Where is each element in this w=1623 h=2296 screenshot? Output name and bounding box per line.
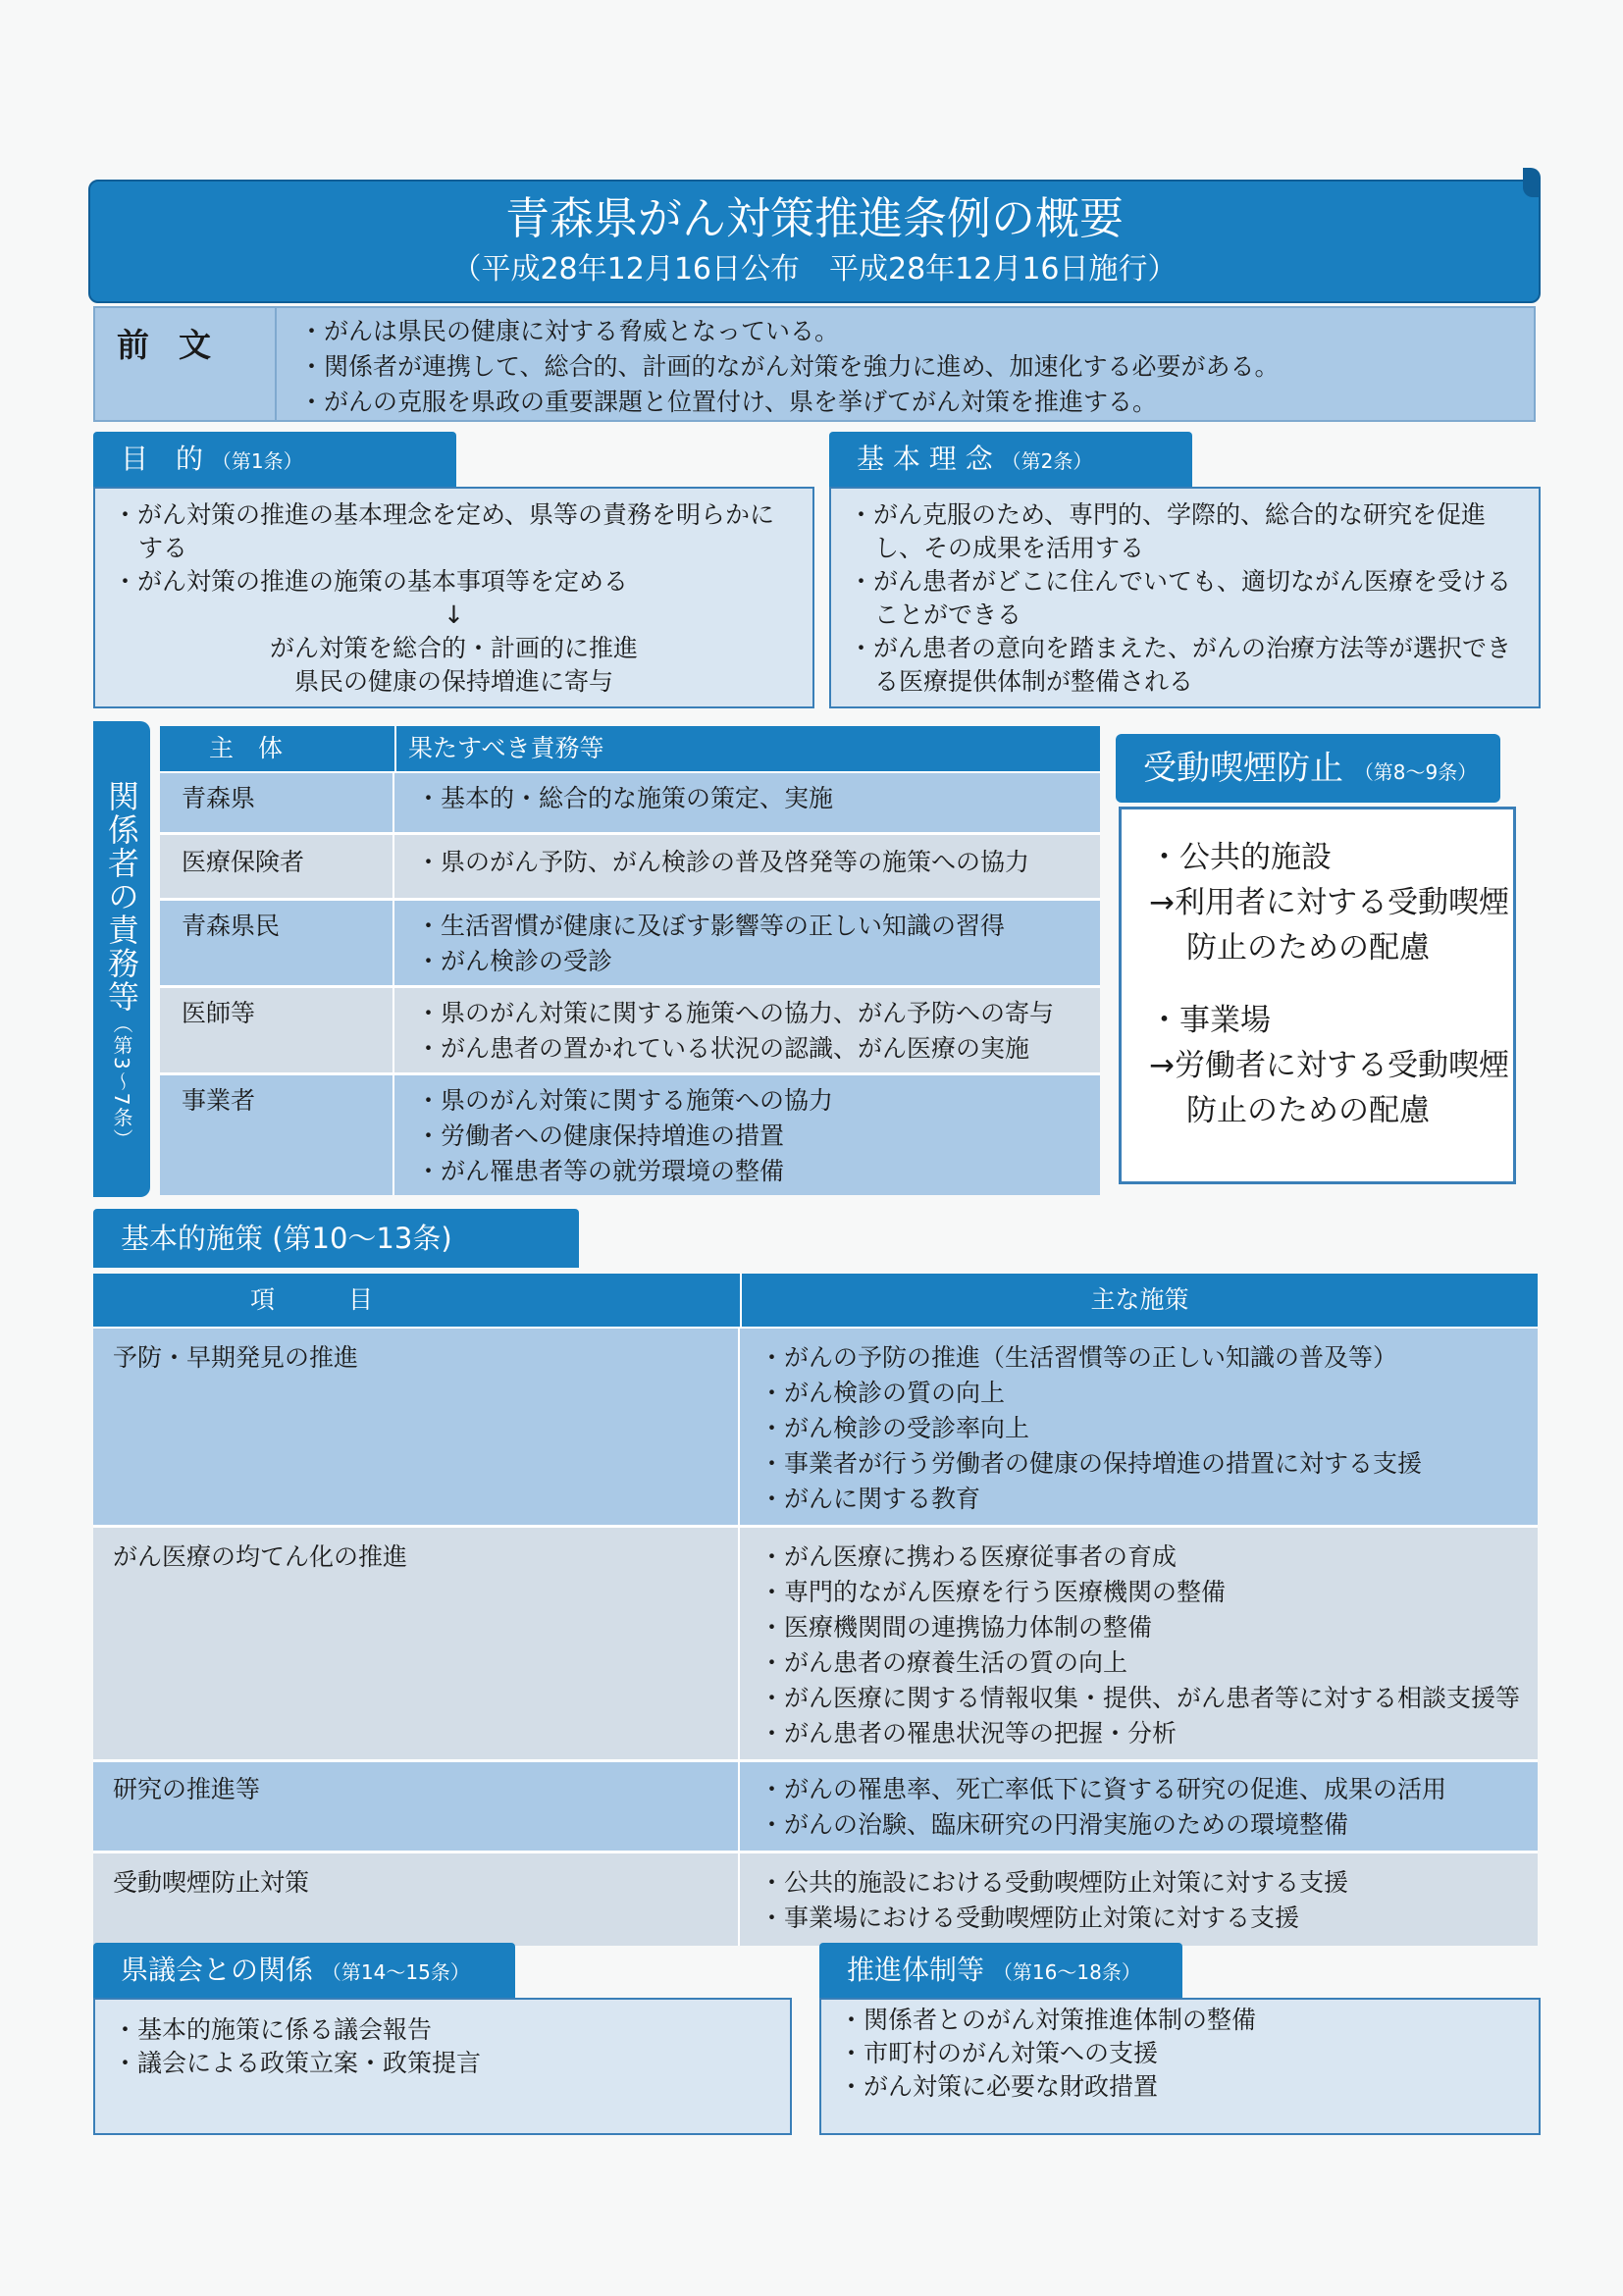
- principles-box: [829, 487, 1541, 708]
- table-row: [93, 1528, 1538, 1762]
- table-row: [160, 1075, 1100, 1195]
- duty-subject: 医師等: [160, 988, 394, 1075]
- table-row: [160, 773, 1100, 835]
- policy-measure: ・医療機関間の連携協力体制の整備: [759, 1613, 1153, 1642]
- system-item: ・がん対策に必要な財政措置: [839, 2072, 1159, 2101]
- assembly-box: [93, 1998, 792, 2135]
- duty-subject: 青森県: [160, 773, 394, 835]
- duties-table: [160, 726, 1100, 1195]
- smoking-measure: →利用者に対する受動喫煙防止のための配慮: [1149, 885, 1509, 965]
- duties-article: （第3〜7条）: [110, 1014, 133, 1151]
- duty-item: ・県のがん対策に関する施策への協力: [416, 1086, 834, 1115]
- purpose-box: [93, 487, 814, 708]
- principles-title: 基 本 理 念: [857, 443, 993, 475]
- smoking-place: ・事業場: [1149, 1003, 1271, 1038]
- purpose-result: がん対策を総合的・計画的に推進: [269, 634, 638, 662]
- table-row: [160, 988, 1100, 1075]
- purpose-title: 目 的: [121, 443, 204, 475]
- system-box: [819, 1998, 1541, 2135]
- policy-measure: ・がんに関する教育: [759, 1485, 981, 1513]
- policy-measure: ・がん医療に関する情報収集・提供、がん患者等に対する相談支援等: [759, 1684, 1521, 1712]
- duties-header-duties: 果たすべき責務等: [394, 726, 1100, 773]
- principle-item: ・がん患者の意向を踏まえた、がんの治療方法等が選択できる医療提供体制が整備される: [849, 634, 1512, 696]
- principles-article: （第2条）: [1001, 449, 1093, 473]
- table-row: [160, 901, 1100, 988]
- policy-measure: ・事業場における受動喫煙防止対策に対する支援: [759, 1904, 1300, 1932]
- principle-item: ・がん克服のため、専門的、学際的、総合的な研究を促進し、その成果を活用する: [849, 500, 1487, 562]
- policy-item: がん医療の均てん化の推進: [93, 1528, 740, 1762]
- duty-subject: 事業者: [160, 1075, 394, 1195]
- policy-measure: ・がん検診の質の向上: [759, 1379, 1006, 1407]
- preamble: [93, 306, 1536, 422]
- purpose-result: 県民の健康の保持増進に寄与: [293, 667, 613, 696]
- system-item: ・関係者とのがん対策推進体制の整備: [839, 2006, 1257, 2034]
- system-item: ・市町村のがん対策への支援: [839, 2039, 1159, 2067]
- system-article: （第16〜18条）: [992, 1960, 1141, 1984]
- table-row: [160, 835, 1100, 901]
- system-title: 推進体制等: [847, 1954, 985, 1986]
- preamble-line: ・関係者が連携して、総合的、計画的ながん対策を強力に進め、加速化する必要がある。: [299, 352, 1280, 381]
- preamble-label: 前文: [95, 308, 277, 420]
- duties-vertical-label: [93, 721, 150, 1197]
- assembly-item: ・議会による政策立案・政策提言: [113, 2049, 482, 2077]
- policies-heading: 基本的施策 (第10〜13条): [93, 1209, 579, 1268]
- table-row: [93, 1762, 1538, 1853]
- smoking-title: 受動喫煙防止: [1143, 749, 1343, 788]
- policy-measure: ・がん検診の受診率向上: [759, 1414, 1030, 1442]
- page-subtitle: （平成28年12月16日公布 平成28年12月16日施行）: [451, 252, 1178, 287]
- duties-header-subject: 主 体: [160, 726, 394, 773]
- policy-measure: ・がんの罹患率、死亡率低下に資する研究の促進、成果の活用: [759, 1775, 1447, 1803]
- title-banner: [88, 180, 1541, 303]
- duty-item: ・がん罹患者等の就労環境の整備: [416, 1157, 785, 1185]
- assembly-heading: [93, 1943, 515, 1998]
- duty-item: ・県のがん対策に関する施策への協力、がん予防への寄与: [416, 999, 1055, 1027]
- assembly-item: ・基本的施策に係る議会報告: [113, 2015, 433, 2044]
- assembly-article: （第14〜15条）: [321, 1960, 470, 1984]
- purpose-article: （第1条）: [211, 449, 303, 473]
- purpose-item: ・がん対策の推進の施策の基本事項等を定める: [113, 567, 629, 596]
- table-row: [93, 1329, 1538, 1528]
- purpose-item: ・がん対策の推進の基本理念を定め、県等の責務を明らかにする: [113, 500, 775, 562]
- policy-measure: ・がん患者の療養生活の質の向上: [759, 1648, 1128, 1677]
- policy-measure: ・専門的ながん医療を行う医療機関の整備: [759, 1578, 1227, 1606]
- duty-item: ・県のがん予防、がん検診の普及啓発等の施策への協力: [416, 848, 1030, 876]
- policies-header-measures: 主な施策: [740, 1274, 1538, 1329]
- principle-item: ・がん患者がどこに住んでいても、適切ながん医療を受けることができる: [849, 567, 1512, 629]
- duties-label: 関係者の責務等: [103, 780, 140, 1014]
- system-heading: [819, 1943, 1182, 1998]
- duty-item: ・がん検診の受診: [416, 947, 613, 975]
- policies-header-item: 項 目: [93, 1274, 740, 1329]
- assembly-title: 県議会との関係: [121, 1954, 314, 1986]
- policy-measure: ・がんの治験、臨床研究の円滑実施のための環境整備: [759, 1810, 1349, 1839]
- duty-item: ・生活習慣が健康に及ぼす影響等の正しい知識の習得: [416, 912, 1006, 940]
- policy-measure: ・がん患者の罹患状況等の把握・分析: [759, 1719, 1178, 1748]
- policy-measure: ・がんの予防の推進（生活習慣等の正しい知識の普及等）: [759, 1343, 1398, 1372]
- preamble-line: ・がんは県民の健康に対する脅威となっている。: [299, 317, 840, 345]
- duty-subject: 青森県民: [160, 901, 394, 988]
- policy-item: 予防・早期発見の推進: [93, 1329, 740, 1528]
- duty-subject: 医療保険者: [160, 835, 394, 901]
- principles-heading: [829, 432, 1192, 487]
- smoking-article: （第8〜9条）: [1353, 760, 1478, 784]
- scroll-decoration: [1523, 168, 1541, 197]
- policy-measure: ・公共的施設における受動喫煙防止対策に対する支援: [759, 1868, 1349, 1897]
- duty-item: ・労働者への健康保持増進の措置: [416, 1122, 785, 1150]
- table-row: [93, 1853, 1538, 1946]
- policy-item: 研究の推進等: [93, 1762, 740, 1853]
- policies-table: [93, 1274, 1538, 1946]
- purpose-heading: [93, 432, 456, 487]
- smoking-box: [1119, 807, 1516, 1184]
- smoking-measure: →労働者に対する受動喫煙防止のための配慮: [1149, 1048, 1509, 1128]
- arrow-down: ↓: [444, 600, 464, 629]
- duty-item: ・がん患者の置かれている状況の認識、がん医療の実施: [416, 1034, 1030, 1063]
- policy-item: 受動喫煙防止対策: [93, 1853, 740, 1946]
- preamble-line: ・がんの克服を県政の重要課題と位置付け、県を挙げてがん対策を推進する。: [299, 388, 1158, 416]
- smoking-place: ・公共的施設: [1149, 840, 1332, 875]
- policy-measure: ・事業者が行う労働者の健康の保持増進の措置に対する支援: [759, 1449, 1423, 1478]
- smoking-heading: [1116, 734, 1500, 803]
- page-title: 青森県がん対策推進条例の概要: [504, 192, 1124, 244]
- duty-item: ・基本的・総合的な施策の策定、実施: [416, 784, 834, 812]
- policy-measure: ・がん医療に携わる医療従事者の育成: [759, 1542, 1178, 1571]
